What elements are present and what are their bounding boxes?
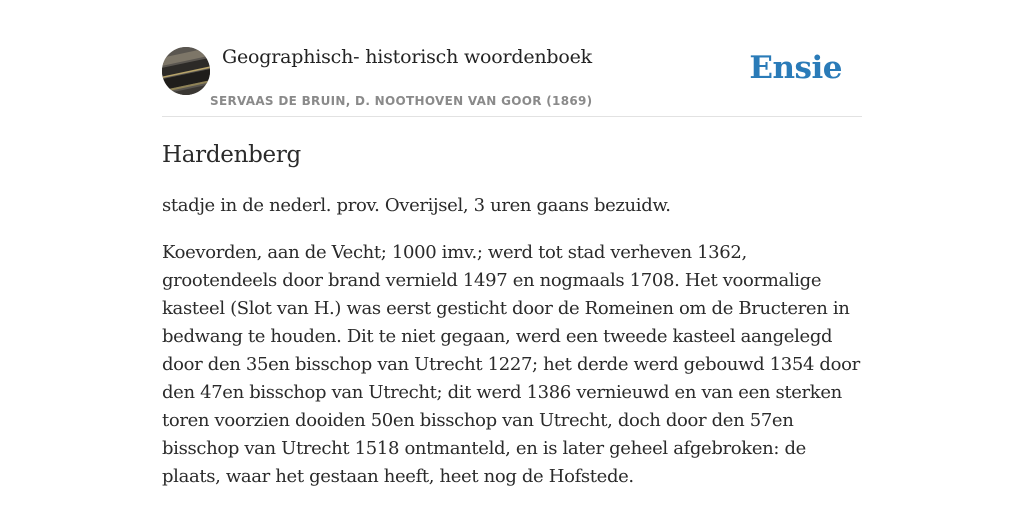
entry-paragraph: Koevorden, aan de Vecht; 1000 imv.; werd tot stad verheven 1362, grootendeels door brand vernield 1497 en nogmaals 1708. Het voormalige kasteel (Slot van H.) was eerst gesticht door de Romeinen om de Bructeren in bedwang te houden. Dit te niet gegaan, werd een tweede kasteel aangelegd door den 35en bisschop van Utrecht 1227; het derde werd gebouwd 1354 door den 47en bisschop van Utrecht; dit werd 1386 vernieuwd en van een sterken toren voorzien dooiden 50en bisschop van Utrecht, doch door den 57en bisschop van Utrecht 1518 ontmanteld, en is later geheel afgebroken: de plaats, waar het gestaan heeft, heet nog de Hofstede. [162, 242, 860, 487]
book-icon [162, 47, 210, 95]
book-cover-avatar[interactable] [162, 47, 210, 95]
entry-title: Hardenberg [162, 142, 301, 168]
header [162, 44, 862, 117]
book-authors: SERVAAS DE BRUIN, D. NOOTHOVEN VAN GOOR (1869) [210, 94, 593, 108]
brand-logo[interactable]: Ensie [749, 50, 842, 86]
entry-content [162, 138, 862, 491]
book-title[interactable]: Geographisch- historisch woordenboek [222, 46, 592, 68]
entry-paragraph: stadje in de nederl. prov. Overijsel, 3 uren gaans bezuidw. [162, 195, 671, 216]
